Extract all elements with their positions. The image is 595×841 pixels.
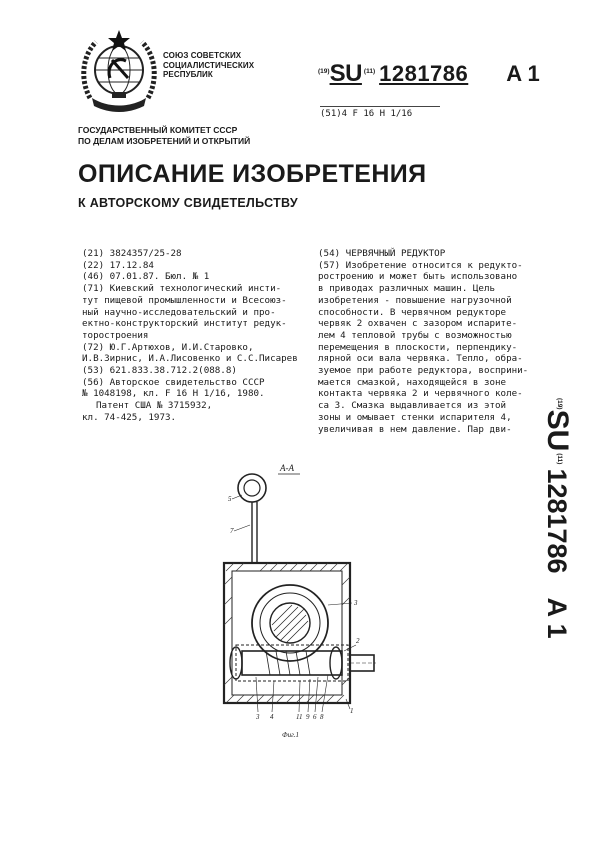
committee-line-1: ГОСУДАРСТВЕННЫЙ КОМИТЕТ СССР: [78, 125, 238, 135]
abstract-line: зоны и омывает стенки испарителя 4,: [318, 411, 512, 423]
document-subtitle: К АВТОРСКОМУ СВИДЕТЕЛЬСТВУ: [78, 196, 298, 210]
abstract-line: зуемое при работе редуктора, восприни-: [318, 365, 529, 377]
abstract: [318, 248, 550, 435]
biblio-line: (53) 621.833.38.712.2(088.8): [82, 365, 237, 377]
biblio-line: (46) 07.01.87. Бюл. № 1: [82, 271, 210, 283]
worm: [242, 651, 342, 675]
callout-2: 2: [356, 637, 360, 645]
housing-outer: [224, 563, 350, 703]
biblio-line: (56) Авторское свидетельство СССР: [82, 376, 265, 388]
biblio-line: (22) 17.12.84: [82, 259, 154, 271]
abstract-line: лем 4 тепловой трубы с возможностью: [318, 329, 512, 341]
patent-kind: A 1: [506, 61, 540, 86]
callout-3-bottom: 3: [256, 713, 260, 721]
ipc-classification: (51)4 F 16 H 1/16: [320, 106, 440, 119]
side-patent-number: [538, 398, 578, 658]
callout-3-leader: [328, 603, 352, 605]
biblio-line: ектно-конструкторский институт редук-: [82, 318, 287, 330]
committee-name: [78, 125, 250, 147]
biblio-line: (72) Ю.Г.Артюхов, И.И.Старовко,: [82, 341, 254, 353]
biblio-line: Патент США № 3715932,: [96, 400, 213, 412]
biblio-line: тут пищевой промышленности и Всесоюз-: [82, 294, 287, 306]
abstract-line: (54) ЧЕРВЯЧНЫЙ РЕДУКТОР: [318, 248, 446, 259]
document-title: ОПИСАНИЕ ИЗОБРЕТЕНИЯ: [78, 160, 427, 188]
callout-3-top: 3: [354, 599, 358, 607]
side-code-19: (19): [556, 398, 563, 410]
biblio-line: (21) 3824357/25-28: [82, 248, 182, 259]
worm-gear-drawing: [200, 455, 380, 745]
worm-threads: [266, 651, 310, 675]
callout-1: 1: [350, 707, 354, 715]
biblio-line: № 1048198, кл. F 16 H 1/16, 1980.: [82, 388, 265, 400]
union-name: [163, 51, 254, 80]
abstract-line: червяк 2 охвачен с зазором испарите-: [318, 318, 518, 330]
biblio-line: (71) Киевский технологический инсти-: [82, 283, 282, 295]
side-kind: A 1: [542, 597, 572, 639]
biblio-line: И.В.Зирнис, И.А.Лисовенко и С.С.Писарев: [82, 353, 298, 365]
abstract-line: мается смазкой, находящейся в зоне: [318, 376, 507, 388]
abstract-line: способности. В червячном редукторе: [318, 306, 507, 318]
biblio-line: торостроения: [82, 329, 149, 341]
callout-9: 9: [306, 713, 310, 721]
abstract-line: лярной оси вала червяка. Тепло, обра-: [318, 353, 523, 365]
housing-inner: [232, 571, 342, 695]
abstract-line: перемещения в плоскости, перпендику-: [318, 341, 518, 353]
hub-hatching: [272, 605, 308, 643]
union-line-2: СОЦИАЛИСТИЧЕСКИХ: [163, 60, 255, 70]
figure-label: Фиг.1: [282, 731, 300, 739]
callout-11: 11: [296, 713, 303, 721]
ussr-emblem-icon: [78, 28, 160, 114]
union-line-3: РЕСПУБЛИК: [163, 70, 213, 79]
side-country-code: SU: [541, 409, 574, 452]
union-line-1: СОЮЗ СОВЕТСКИХ: [163, 51, 242, 60]
callout-7-leader: [234, 525, 250, 531]
abstract-line: ростроению и может быть использовано: [318, 271, 518, 283]
condenser-ring: [238, 474, 266, 502]
biblio-line: кл. 74-425, 1973.: [82, 411, 177, 423]
code-11: (11): [363, 68, 376, 75]
code-19: (19): [318, 68, 330, 75]
abstract-line: увеличивая в нем давление. Пар дви-: [318, 423, 512, 435]
callout-5: 5: [228, 495, 232, 503]
abstract-line: (57) Изобретение относится к редукто-: [318, 259, 523, 271]
biblio-line: ный научно-исследовательский и про-: [82, 306, 276, 318]
patent-number-line: [318, 60, 540, 88]
bibliographic-data: [82, 248, 314, 424]
callout-6: 6: [313, 713, 317, 721]
callout-4: 4: [270, 713, 274, 721]
section-label: А-А: [280, 463, 294, 473]
abstract-line: контакта червяка 2 и червячного коле-: [318, 388, 523, 400]
abstract-line: изобретения - повышение нагрузочной: [318, 294, 512, 306]
committee-line-2: ПО ДЕЛАМ ИЗОБРЕТЕНИЙ И ОТКРЫТИЙ: [78, 136, 251, 146]
country-code: SU: [329, 60, 362, 87]
patent-number: 1281786: [379, 61, 469, 86]
housing-hatching: [224, 563, 350, 703]
abstract-line: в приводах различных машин. Цель: [318, 283, 496, 295]
side-number: 1281786: [542, 468, 572, 574]
side-code-11: (11): [556, 453, 563, 465]
abstract-line: са 3. Смазка выдавливается из этой: [318, 400, 507, 412]
condenser-inner-ring: [244, 480, 260, 496]
callout-7: 7: [230, 527, 234, 535]
callout-8: 8: [320, 713, 324, 721]
